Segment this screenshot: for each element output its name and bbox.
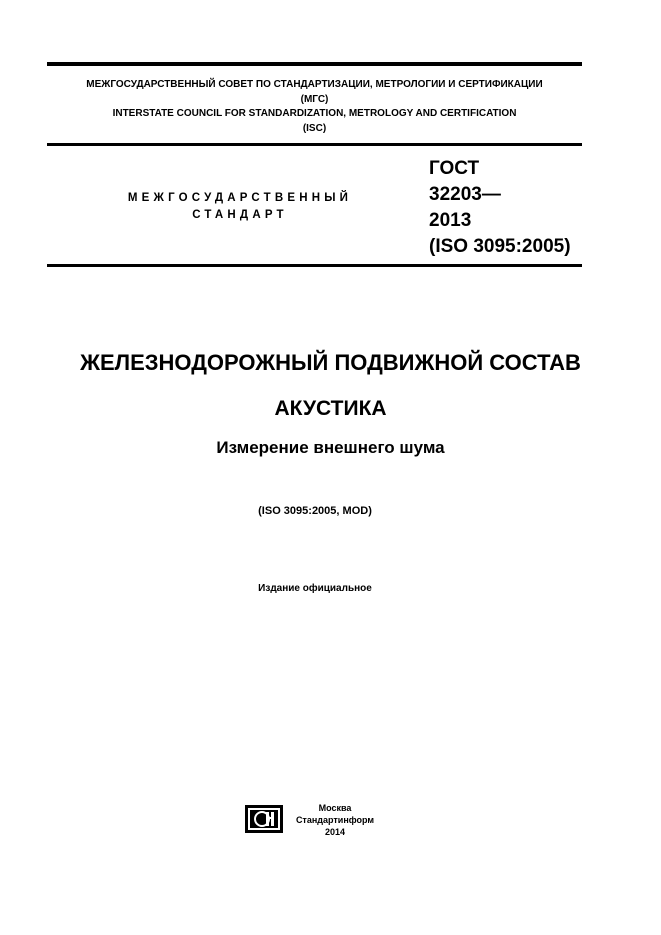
standard-kind-line1: МЕЖГОСУДАРСТВЕННЫЙ — [127, 192, 353, 204]
standard-kind-line2: СТАНДАРТ — [192, 209, 288, 221]
mod-note: (ISO 3095:2005, MOD) — [258, 505, 372, 517]
council-abbr-ru: (МГС) — [300, 93, 329, 105]
middle-rule — [47, 143, 582, 146]
edition-label: Издание официальное — [258, 583, 372, 594]
standard-designation — [429, 156, 571, 260]
document-title: ЖЕЛЕЗНОДОРОЖНЫЙ ПОДВИЖНОЙ СОСТАВ — [80, 350, 581, 375]
council-name-ru: МЕЖГОСУДАРСТВЕННЫЙ СОВЕТ ПО СТАНДАРТИЗАЦИИ, МЕТРОЛОГИИ И СЕРТИФИКАЦИИ — [86, 79, 543, 90]
bottom-rule — [47, 264, 582, 267]
publisher-city: Москва — [318, 803, 352, 813]
council-name-en: INTERSTATE COUNCIL FOR STANDARDIZATION, METROLOGY AND CERTIFICATION — [112, 108, 517, 119]
designation-year: 2013 — [429, 210, 472, 231]
standard-kind — [100, 190, 380, 224]
document-section: АКУСТИКА — [274, 397, 387, 420]
standartinform-logo-icon — [245, 805, 283, 833]
designation-number: 32203— — [429, 184, 501, 205]
top-rule — [47, 62, 582, 66]
publisher-year: 2014 — [324, 827, 346, 837]
publisher-name: Стандартинформ — [295, 815, 375, 825]
council-header — [47, 78, 582, 136]
designation-gost: ГОСТ — [429, 158, 480, 179]
publisher-block — [290, 802, 380, 838]
council-abbr-en: (ISC) — [302, 122, 327, 134]
designation-iso: (ISO 3095:2005) — [429, 236, 571, 257]
document-subtitle: Измерение внешнего шума — [216, 438, 445, 457]
